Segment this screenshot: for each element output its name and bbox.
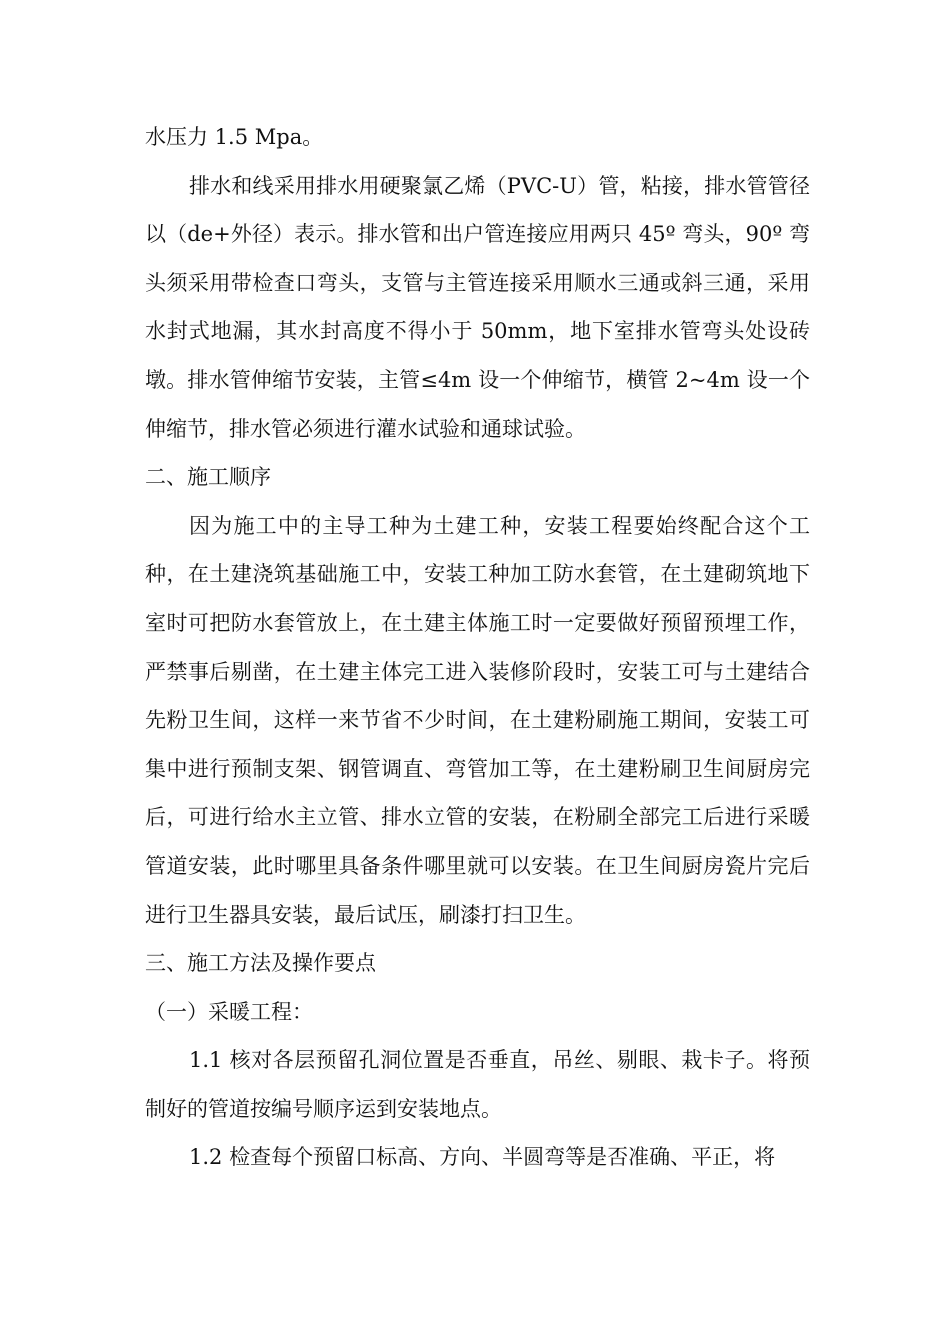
paragraph-item-1-1: 1.1 核对各层预留孔洞位置是否垂直，吊丝、剔眼、栽卡子。将预制好的管道按编号顺序运到安装地点。 xyxy=(145,1048,810,1121)
paragraph-construction-sequence: 因为施工中的主导工种为土建工种，安装工程要始终配合这个工种，在土建浇筑基础施工中，安装工种加工防水套管，在土建砌筑地下室时可把防水套管放上，在土建主体施工时一定要做好预留预埋工作，严禁事后剔凿，在土建主体完工进入装修阶段时，安装工可与土建结合先粉卫生间，这样一来节省不少时间，在土建粉刷施工期间，安装工可集中进行预制支架、钢管调直、弯管加工等，在土建粉刷卫生间厨房完后，可进行给水主立管、排水立管的安装，在粉刷全部完工后进行采暖管道安装，此时哪里具备条件哪里就可以安装。在卫生间厨房瓷片完后进行卫生器具安装，最后试压，刷漆打扫卫生。 xyxy=(145,513,810,927)
section-heading-methods: 三、施工方法及操作要点 xyxy=(145,951,376,976)
document-body xyxy=(145,113,810,1182)
subsection-heading-heating: （一）采暖工程： xyxy=(145,999,313,1024)
paragraph-drainage: 排水和线采用排水用硬聚氯乙烯（PVC-U）管，粘接，排水管管径以（de+外径）表示。排水管和出户管连接应用两只 45º 弯头，90º 弯头须采用带检查口弯头，支管与主管连接采用顺水三通或斜三通，采用水封式地漏，其水封高度不得小于 50mm，地下室排水管弯头处设砖墩。排水管伸缩节安装，主管≤4m 设一个伸缩节，横管 2~4m 设一个伸缩节，排水管必须进行灌水试验和通球试验。 xyxy=(145,173,810,441)
section-heading-construction-sequence: 二、施工顺序 xyxy=(145,465,271,490)
paragraph-item-1-2: 1.2 检查每个预留口标高、方向、半圆弯等是否准确、平正，将 xyxy=(189,1145,776,1170)
paragraph-continuation: 水压力 1.5 Mpa。 xyxy=(145,125,324,149)
